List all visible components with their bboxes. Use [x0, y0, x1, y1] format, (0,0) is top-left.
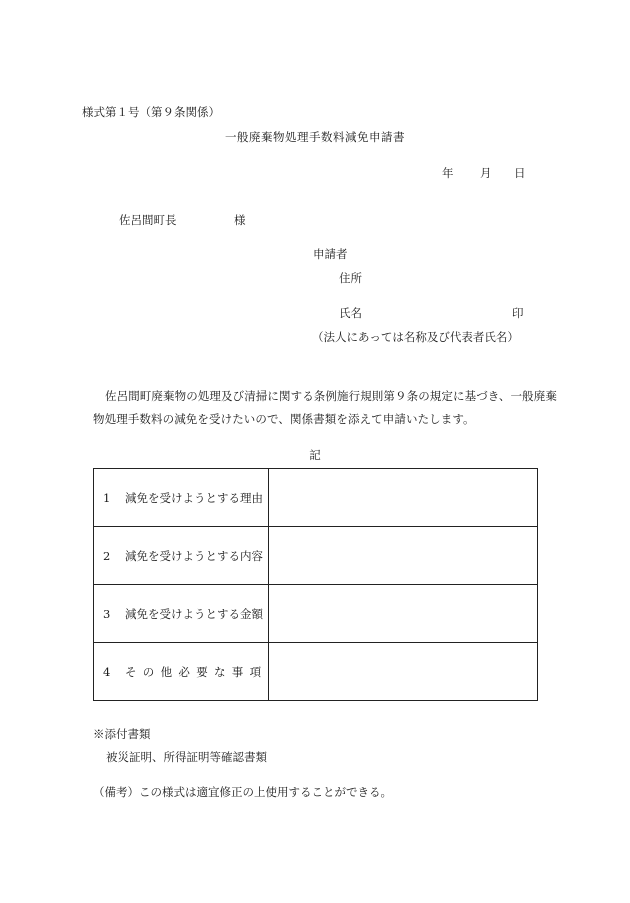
item-label: 減免を受けようとする理由: [125, 490, 263, 505]
items-table: [93, 468, 538, 701]
applicant-label: 申請者: [313, 247, 348, 261]
date-day-label: 日: [514, 166, 526, 180]
date-month-label: 月: [480, 166, 492, 180]
item-label-cell: [94, 643, 269, 701]
item-number: 4: [103, 664, 111, 679]
form-number: 様式第１号（第９条関係）: [82, 105, 220, 119]
item-value-cell[interactable]: [269, 469, 538, 527]
document-title: 一般廃棄物処理手数料減免申請書: [225, 130, 405, 144]
item-value-cell[interactable]: [269, 643, 538, 701]
item-number: 1: [103, 490, 111, 505]
date-year-label: 年: [442, 166, 454, 180]
table-row: [94, 643, 538, 701]
table-row: [94, 469, 538, 527]
attachments-body: 被災証明、所得証明等確認書類: [106, 750, 267, 764]
item-label: 減免を受けようとする金額: [125, 606, 263, 621]
item-label-cell: [94, 527, 269, 585]
address-label: 住所: [339, 271, 362, 285]
name-label: 氏名: [339, 306, 362, 320]
table-row: [94, 527, 538, 585]
item-label: その他必要な事項: [125, 664, 268, 679]
item-number: 3: [103, 606, 111, 621]
corporate-note: （法人にあっては名称及び代表者氏名）: [312, 330, 519, 344]
ki-heading: 記: [309, 448, 321, 462]
addressee-name: 佐呂間町長: [119, 213, 177, 227]
seal-mark: 印: [512, 306, 524, 320]
addressee-suffix: 様: [234, 213, 246, 227]
table-row: [94, 585, 538, 643]
attachments-heading: ※添付書類: [93, 727, 151, 741]
item-number: 2: [103, 548, 111, 563]
item-label-cell: [94, 585, 269, 643]
remarks-note: （備考）この様式は適宜修正の上使用することができる。: [93, 785, 392, 799]
item-value-cell[interactable]: [269, 527, 538, 585]
item-label-cell: [94, 469, 269, 527]
item-value-cell[interactable]: [269, 585, 538, 643]
application-body-text: 佐呂間町廃棄物の処理及び清掃に関する条例施行規則第９条の規定に基づき、一般廃棄物処理手数料の減免を受けたいので、関係書類を添えて申請いたします。: [93, 389, 557, 426]
item-label: 減免を受けようとする内容: [125, 548, 263, 563]
